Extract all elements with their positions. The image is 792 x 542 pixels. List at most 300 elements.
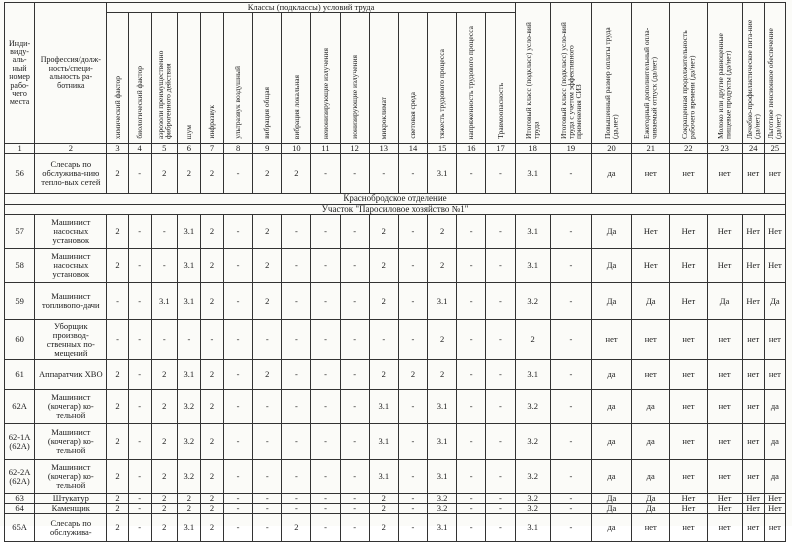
- table-cell: 3.1: [369, 390, 398, 424]
- table-cell: нет: [742, 360, 764, 390]
- table-cell: Нет: [742, 283, 764, 320]
- header-therapeutic-food: Лечебно-профилактическое пита-ние (да/нет): [742, 3, 764, 144]
- table-cell: -: [457, 390, 486, 424]
- table-row: [5, 424, 786, 460]
- table-cell: Нет: [764, 494, 785, 504]
- header-ionizing: ионизирующие излучения: [340, 13, 369, 144]
- table-row: [5, 360, 786, 390]
- header-final-class: Итоговый класс (подкласс) усло-вий труда: [515, 3, 550, 144]
- table-row: [5, 390, 786, 424]
- profession-name: Слесарь по обслужива-: [35, 514, 107, 542]
- table-cell: -: [282, 494, 311, 504]
- table-cell: 2: [282, 514, 311, 542]
- table-cell: Нет: [707, 504, 742, 514]
- table-cell: 3.1: [515, 249, 550, 283]
- table-cell: да: [632, 390, 670, 424]
- header-infrasound: инфразвук: [200, 13, 223, 144]
- table-cell: нет: [670, 360, 707, 390]
- header-milk: Молоко или другие равноценные пищевые продукты (да/нет): [707, 3, 742, 144]
- table-cell: Да: [632, 504, 670, 514]
- table-cell: 2: [107, 514, 128, 542]
- table-cell: -: [253, 514, 282, 542]
- table-cell: 3.1: [428, 424, 457, 460]
- column-index: 21: [632, 144, 670, 154]
- table-cell: да: [764, 424, 785, 460]
- table-cell: 2: [177, 494, 200, 504]
- table-cell: -: [282, 504, 311, 514]
- table-cell: Нет: [742, 249, 764, 283]
- table-cell: Нет: [742, 215, 764, 249]
- table-cell: -: [311, 360, 340, 390]
- header-chemical: химический фактор: [107, 13, 128, 144]
- header-noise: шум: [177, 13, 200, 144]
- table-cell: нет: [742, 460, 764, 494]
- table-cell: нет: [632, 154, 670, 194]
- table-cell: нет: [707, 320, 742, 360]
- column-index: 25: [764, 144, 785, 154]
- table-cell: 2: [107, 154, 128, 194]
- table-cell: 2: [151, 460, 177, 494]
- column-index: 13: [369, 144, 398, 154]
- table-cell: -: [398, 283, 427, 320]
- table-cell: -: [486, 360, 515, 390]
- header-light: световая среда: [398, 13, 427, 144]
- table-cell: 3.2: [515, 460, 550, 494]
- table-cell: -: [550, 390, 591, 424]
- table-cell: 2: [369, 215, 398, 249]
- workplace-number: 61: [5, 360, 35, 390]
- column-index: 19: [550, 144, 591, 154]
- header-profession: Профессия/долж- ность/специ- альность ра- ботника: [35, 3, 107, 144]
- table-cell: -: [398, 504, 427, 514]
- working-conditions-table: [4, 2, 786, 542]
- header-ultrasound: ультразвук воздушный: [224, 13, 253, 144]
- table-cell: -: [340, 460, 369, 494]
- table-cell: 2: [107, 390, 128, 424]
- table-cell: -: [128, 460, 151, 494]
- workplace-number: 62-1А (62А): [5, 424, 35, 460]
- table-cell: 3.1: [151, 283, 177, 320]
- table-cell: 2: [428, 215, 457, 249]
- table-cell: 2: [369, 283, 398, 320]
- profession-name: Уборщик производ-ственных по-мещений: [35, 320, 107, 360]
- table-cell: -: [457, 320, 486, 360]
- header-vibration-local: вибрация локальная: [282, 13, 311, 144]
- table-cell: 3.1: [428, 514, 457, 542]
- table-cell: -: [282, 424, 311, 460]
- table-cell: -: [398, 154, 427, 194]
- table-cell: да: [591, 154, 631, 194]
- header-microclimate: микроклимат: [369, 13, 398, 144]
- table-cell: -: [253, 494, 282, 504]
- table-cell: 3.1: [177, 360, 200, 390]
- header-biological: биологический фактор: [128, 13, 151, 144]
- table-cell: -: [128, 424, 151, 460]
- workplace-number: 62А: [5, 390, 35, 424]
- table-cell: 2: [107, 215, 128, 249]
- table-cell: -: [550, 283, 591, 320]
- table-cell: Нет: [764, 249, 785, 283]
- table-cell: 2: [151, 390, 177, 424]
- workplace-number: 64: [5, 504, 35, 514]
- profession-name: Машинист (кочегар) ко-тельной: [35, 460, 107, 494]
- table-cell: -: [340, 215, 369, 249]
- table-cell: -: [151, 215, 177, 249]
- profession-name: Машинист насосных установок: [35, 249, 107, 283]
- table-cell: -: [224, 320, 253, 360]
- table-cell: -: [224, 494, 253, 504]
- table-cell: -: [128, 514, 151, 542]
- table-cell: -: [340, 494, 369, 504]
- table-cell: -: [311, 283, 340, 320]
- table-cell: -: [550, 504, 591, 514]
- table-cell: -: [457, 283, 486, 320]
- table-cell: -: [398, 390, 427, 424]
- table-cell: -: [282, 283, 311, 320]
- table-cell: 2: [253, 215, 282, 249]
- table-cell: Да: [764, 283, 785, 320]
- workplace-number: 58: [5, 249, 35, 283]
- table-cell: -: [282, 249, 311, 283]
- table-row: [5, 504, 786, 514]
- table-cell: -: [398, 460, 427, 494]
- table-cell: 3.1: [177, 249, 200, 283]
- table-cell: -: [224, 283, 253, 320]
- table-cell: да: [591, 514, 631, 542]
- header-labor-severity: тяжесть трудового процесса: [428, 13, 457, 144]
- table-cell: -: [224, 424, 253, 460]
- table-cell: -: [253, 320, 282, 360]
- table-cell: 2: [200, 514, 223, 542]
- header-vibration-general: вибрация общая: [253, 13, 282, 144]
- table-cell: 2: [369, 504, 398, 514]
- column-index: 8: [224, 144, 253, 154]
- table-cell: -: [311, 154, 340, 194]
- table-cell: 2: [107, 249, 128, 283]
- table-cell: 2: [107, 494, 128, 504]
- table-cell: Нет: [707, 494, 742, 504]
- table-cell: нет: [670, 514, 707, 542]
- workplace-number: 65А: [5, 514, 35, 542]
- table-cell: нет: [764, 320, 785, 360]
- table-cell: да: [632, 424, 670, 460]
- column-index: 22: [670, 144, 707, 154]
- workplace-number: 63: [5, 494, 35, 504]
- table-cell: Да: [707, 283, 742, 320]
- table-cell: 2: [177, 154, 200, 194]
- table-cell: 3.2: [177, 424, 200, 460]
- table-cell: -: [457, 424, 486, 460]
- section-area-row: [5, 204, 786, 214]
- table-cell: Нет: [707, 249, 742, 283]
- table-row: [5, 249, 786, 283]
- header-final-class-siz: Итоговый класс (подкласс) усло-вий труда с учетом эффективного применения СИЗ: [550, 3, 591, 144]
- table-cell: Нет: [670, 283, 707, 320]
- table-cell: 3.2: [515, 504, 550, 514]
- table-cell: 2: [200, 215, 223, 249]
- table-cell: -: [151, 249, 177, 283]
- table-cell: -: [457, 154, 486, 194]
- table-cell: 3.1: [369, 424, 398, 460]
- table-cell: 3.2: [515, 390, 550, 424]
- table-cell: -: [224, 460, 253, 494]
- table-cell: Нет: [742, 494, 764, 504]
- column-index: 5: [151, 144, 177, 154]
- column-index: 23: [707, 144, 742, 154]
- table-cell: -: [457, 494, 486, 504]
- table-cell: -: [550, 249, 591, 283]
- column-index: 10: [282, 144, 311, 154]
- table-cell: -: [128, 154, 151, 194]
- table-cell: да: [764, 390, 785, 424]
- table-cell: -: [282, 320, 311, 360]
- table-row: [5, 215, 786, 249]
- table-cell: 3.2: [515, 283, 550, 320]
- table-cell: -: [340, 249, 369, 283]
- table-cell: Да: [591, 494, 631, 504]
- table-cell: -: [486, 390, 515, 424]
- table-cell: -: [398, 514, 427, 542]
- table-cell: Нет: [670, 249, 707, 283]
- table-cell: -: [282, 360, 311, 390]
- table-cell: -: [486, 504, 515, 514]
- profession-name: Каменщик: [35, 504, 107, 514]
- table-cell: нет: [632, 360, 670, 390]
- table-cell: -: [311, 215, 340, 249]
- table-cell: нет: [670, 424, 707, 460]
- table-cell: нет: [707, 460, 742, 494]
- workplace-number: 62-2А (62А): [5, 460, 35, 494]
- table-cell: 2: [515, 320, 550, 360]
- table-cell: 2: [428, 249, 457, 283]
- table-cell: -: [398, 320, 427, 360]
- table-cell: -: [311, 249, 340, 283]
- table-cell: 2: [200, 154, 223, 194]
- table-cell: нет: [707, 514, 742, 542]
- table-cell: -: [253, 424, 282, 460]
- table-cell: -: [340, 283, 369, 320]
- section-department-row: [5, 194, 786, 204]
- table-cell: 2: [200, 460, 223, 494]
- table-cell: Нет: [632, 249, 670, 283]
- column-index: 24: [742, 144, 764, 154]
- header-injury-hazard: Травмоопасность: [486, 13, 515, 144]
- table-cell: 3.1: [428, 460, 457, 494]
- table-cell: -: [253, 504, 282, 514]
- table-cell: нет: [707, 424, 742, 460]
- header-labor-intensity: напряженность трудового процесса: [457, 13, 486, 144]
- table-cell: -: [311, 460, 340, 494]
- column-index: 7: [200, 144, 223, 154]
- table-cell: 3.1: [428, 390, 457, 424]
- table-cell: -: [224, 390, 253, 424]
- profession-name: Слесарь по обслужива-нию тепло-вых сетей: [35, 154, 107, 194]
- column-index: 9: [253, 144, 282, 154]
- workplace-number: 56: [5, 154, 35, 194]
- table-cell: -: [128, 320, 151, 360]
- table-cell: да: [591, 360, 631, 390]
- table-cell: 3.1: [428, 154, 457, 194]
- table-cell: 2: [200, 504, 223, 514]
- table-cell: 3.2: [177, 390, 200, 424]
- table-cell: -: [550, 424, 591, 460]
- header-pension: Льготное пенсионное обеспечение (да/нет): [764, 3, 785, 144]
- table-cell: нет: [670, 320, 707, 360]
- table-cell: -: [457, 215, 486, 249]
- table-cell: 3.2: [177, 460, 200, 494]
- table-cell: -: [550, 215, 591, 249]
- table-cell: 3.1: [515, 360, 550, 390]
- column-index: 4: [128, 144, 151, 154]
- section-area: Участок "Паросиловое хозяйство №1": [5, 204, 786, 214]
- table-cell: нет: [707, 154, 742, 194]
- table-cell: Нет: [670, 504, 707, 514]
- profession-name: Машинист топливопо-дачи: [35, 283, 107, 320]
- table-cell: -: [398, 494, 427, 504]
- column-index: 2: [35, 144, 107, 154]
- table-cell: -: [253, 460, 282, 494]
- table-cell: 2: [151, 504, 177, 514]
- table-cell: -: [282, 460, 311, 494]
- table-cell: 2: [200, 494, 223, 504]
- column-index: 18: [515, 144, 550, 154]
- table-row: [5, 320, 786, 360]
- table-cell: да: [591, 424, 631, 460]
- table-cell: -: [550, 460, 591, 494]
- table-row: [5, 494, 786, 504]
- table-cell: -: [369, 320, 398, 360]
- table-cell: 2: [107, 460, 128, 494]
- table-cell: -: [550, 514, 591, 542]
- header-nonionizing: неионизирующие излучения: [311, 13, 340, 144]
- table-cell: -: [486, 514, 515, 542]
- table-cell: -: [486, 215, 515, 249]
- section-department: Краснобродское отделение: [5, 194, 786, 204]
- table-cell: -: [128, 390, 151, 424]
- table-cell: 3.1: [515, 154, 550, 194]
- table-cell: Да: [591, 504, 631, 514]
- table-cell: нет: [632, 514, 670, 542]
- table-cell: -: [128, 249, 151, 283]
- table-cell: -: [311, 390, 340, 424]
- table-cell: -: [224, 504, 253, 514]
- column-index: 11: [311, 144, 340, 154]
- table-cell: -: [486, 494, 515, 504]
- profession-name: Машинист (кочегар) ко-тельной: [35, 424, 107, 460]
- table-cell: 2: [200, 390, 223, 424]
- table-cell: нет: [670, 154, 707, 194]
- workplace-number: 59: [5, 283, 35, 320]
- table-cell: -: [340, 424, 369, 460]
- table-cell: -: [224, 360, 253, 390]
- table-cell: нет: [632, 320, 670, 360]
- table-cell: 3.1: [177, 215, 200, 249]
- table-cell: нет: [707, 390, 742, 424]
- table-cell: -: [398, 424, 427, 460]
- table-cell: да: [764, 460, 785, 494]
- table-cell: нет: [764, 514, 785, 542]
- table-cell: -: [340, 320, 369, 360]
- column-index: 12: [340, 144, 369, 154]
- column-index: 17: [486, 144, 515, 154]
- table-cell: 2: [151, 154, 177, 194]
- table-cell: 3.2: [515, 494, 550, 504]
- table-cell: -: [550, 360, 591, 390]
- table-cell: Да: [591, 215, 631, 249]
- table-cell: -: [457, 514, 486, 542]
- table-cell: 2: [200, 283, 223, 320]
- table-cell: Нет: [764, 504, 785, 514]
- table-cell: -: [224, 249, 253, 283]
- table-cell: -: [369, 154, 398, 194]
- table-cell: Нет: [707, 215, 742, 249]
- table-cell: -: [253, 390, 282, 424]
- table-cell: нет: [742, 514, 764, 542]
- table-cell: -: [457, 504, 486, 514]
- table-cell: 2: [107, 424, 128, 460]
- profession-name: Машинист насосных установок: [35, 215, 107, 249]
- table-cell: нет: [591, 320, 631, 360]
- profession-name: Штукатур: [35, 494, 107, 504]
- table-cell: -: [177, 320, 200, 360]
- table-cell: -: [340, 504, 369, 514]
- table-cell: -: [340, 154, 369, 194]
- table-cell: -: [128, 283, 151, 320]
- table-cell: -: [486, 249, 515, 283]
- table-cell: 2: [151, 514, 177, 542]
- table-cell: нет: [742, 154, 764, 194]
- table-cell: -: [457, 360, 486, 390]
- table-cell: -: [550, 154, 591, 194]
- table-cell: Да: [632, 283, 670, 320]
- table-row: [5, 283, 786, 320]
- table-cell: -: [311, 514, 340, 542]
- table-cell: 2: [428, 320, 457, 360]
- table-cell: 3.1: [515, 215, 550, 249]
- table-cell: -: [486, 424, 515, 460]
- column-index-row: [5, 144, 786, 154]
- table-cell: 2: [253, 360, 282, 390]
- column-index: 14: [398, 144, 427, 154]
- table-cell: 3.2: [515, 424, 550, 460]
- table-cell: -: [486, 460, 515, 494]
- table-cell: -: [282, 390, 311, 424]
- table-cell: Нет: [670, 215, 707, 249]
- table-cell: -: [311, 424, 340, 460]
- profession-name: Машинист (кочегар) ко-тельной: [35, 390, 107, 424]
- table-cell: -: [340, 360, 369, 390]
- table-cell: 2: [107, 360, 128, 390]
- table-cell: 3.1: [177, 514, 200, 542]
- table-cell: 3.2: [428, 504, 457, 514]
- table-cell: да: [632, 460, 670, 494]
- table-cell: -: [486, 154, 515, 194]
- table-cell: 2: [369, 249, 398, 283]
- profession-name: Аппаратчик ХВО: [35, 360, 107, 390]
- header-increased-pay: Повышенный размер оплаты труда (да,нет): [591, 3, 631, 144]
- column-index: 20: [591, 144, 631, 154]
- table-cell: 2: [398, 360, 427, 390]
- table-cell: 2: [151, 424, 177, 460]
- table-cell: -: [128, 504, 151, 514]
- table-cell: 2: [200, 424, 223, 460]
- table-cell: нет: [742, 320, 764, 360]
- table-cell: -: [107, 320, 128, 360]
- table-cell: -: [128, 494, 151, 504]
- table-cell: -: [457, 249, 486, 283]
- table-cell: Да: [591, 283, 631, 320]
- table-cell: нет: [742, 390, 764, 424]
